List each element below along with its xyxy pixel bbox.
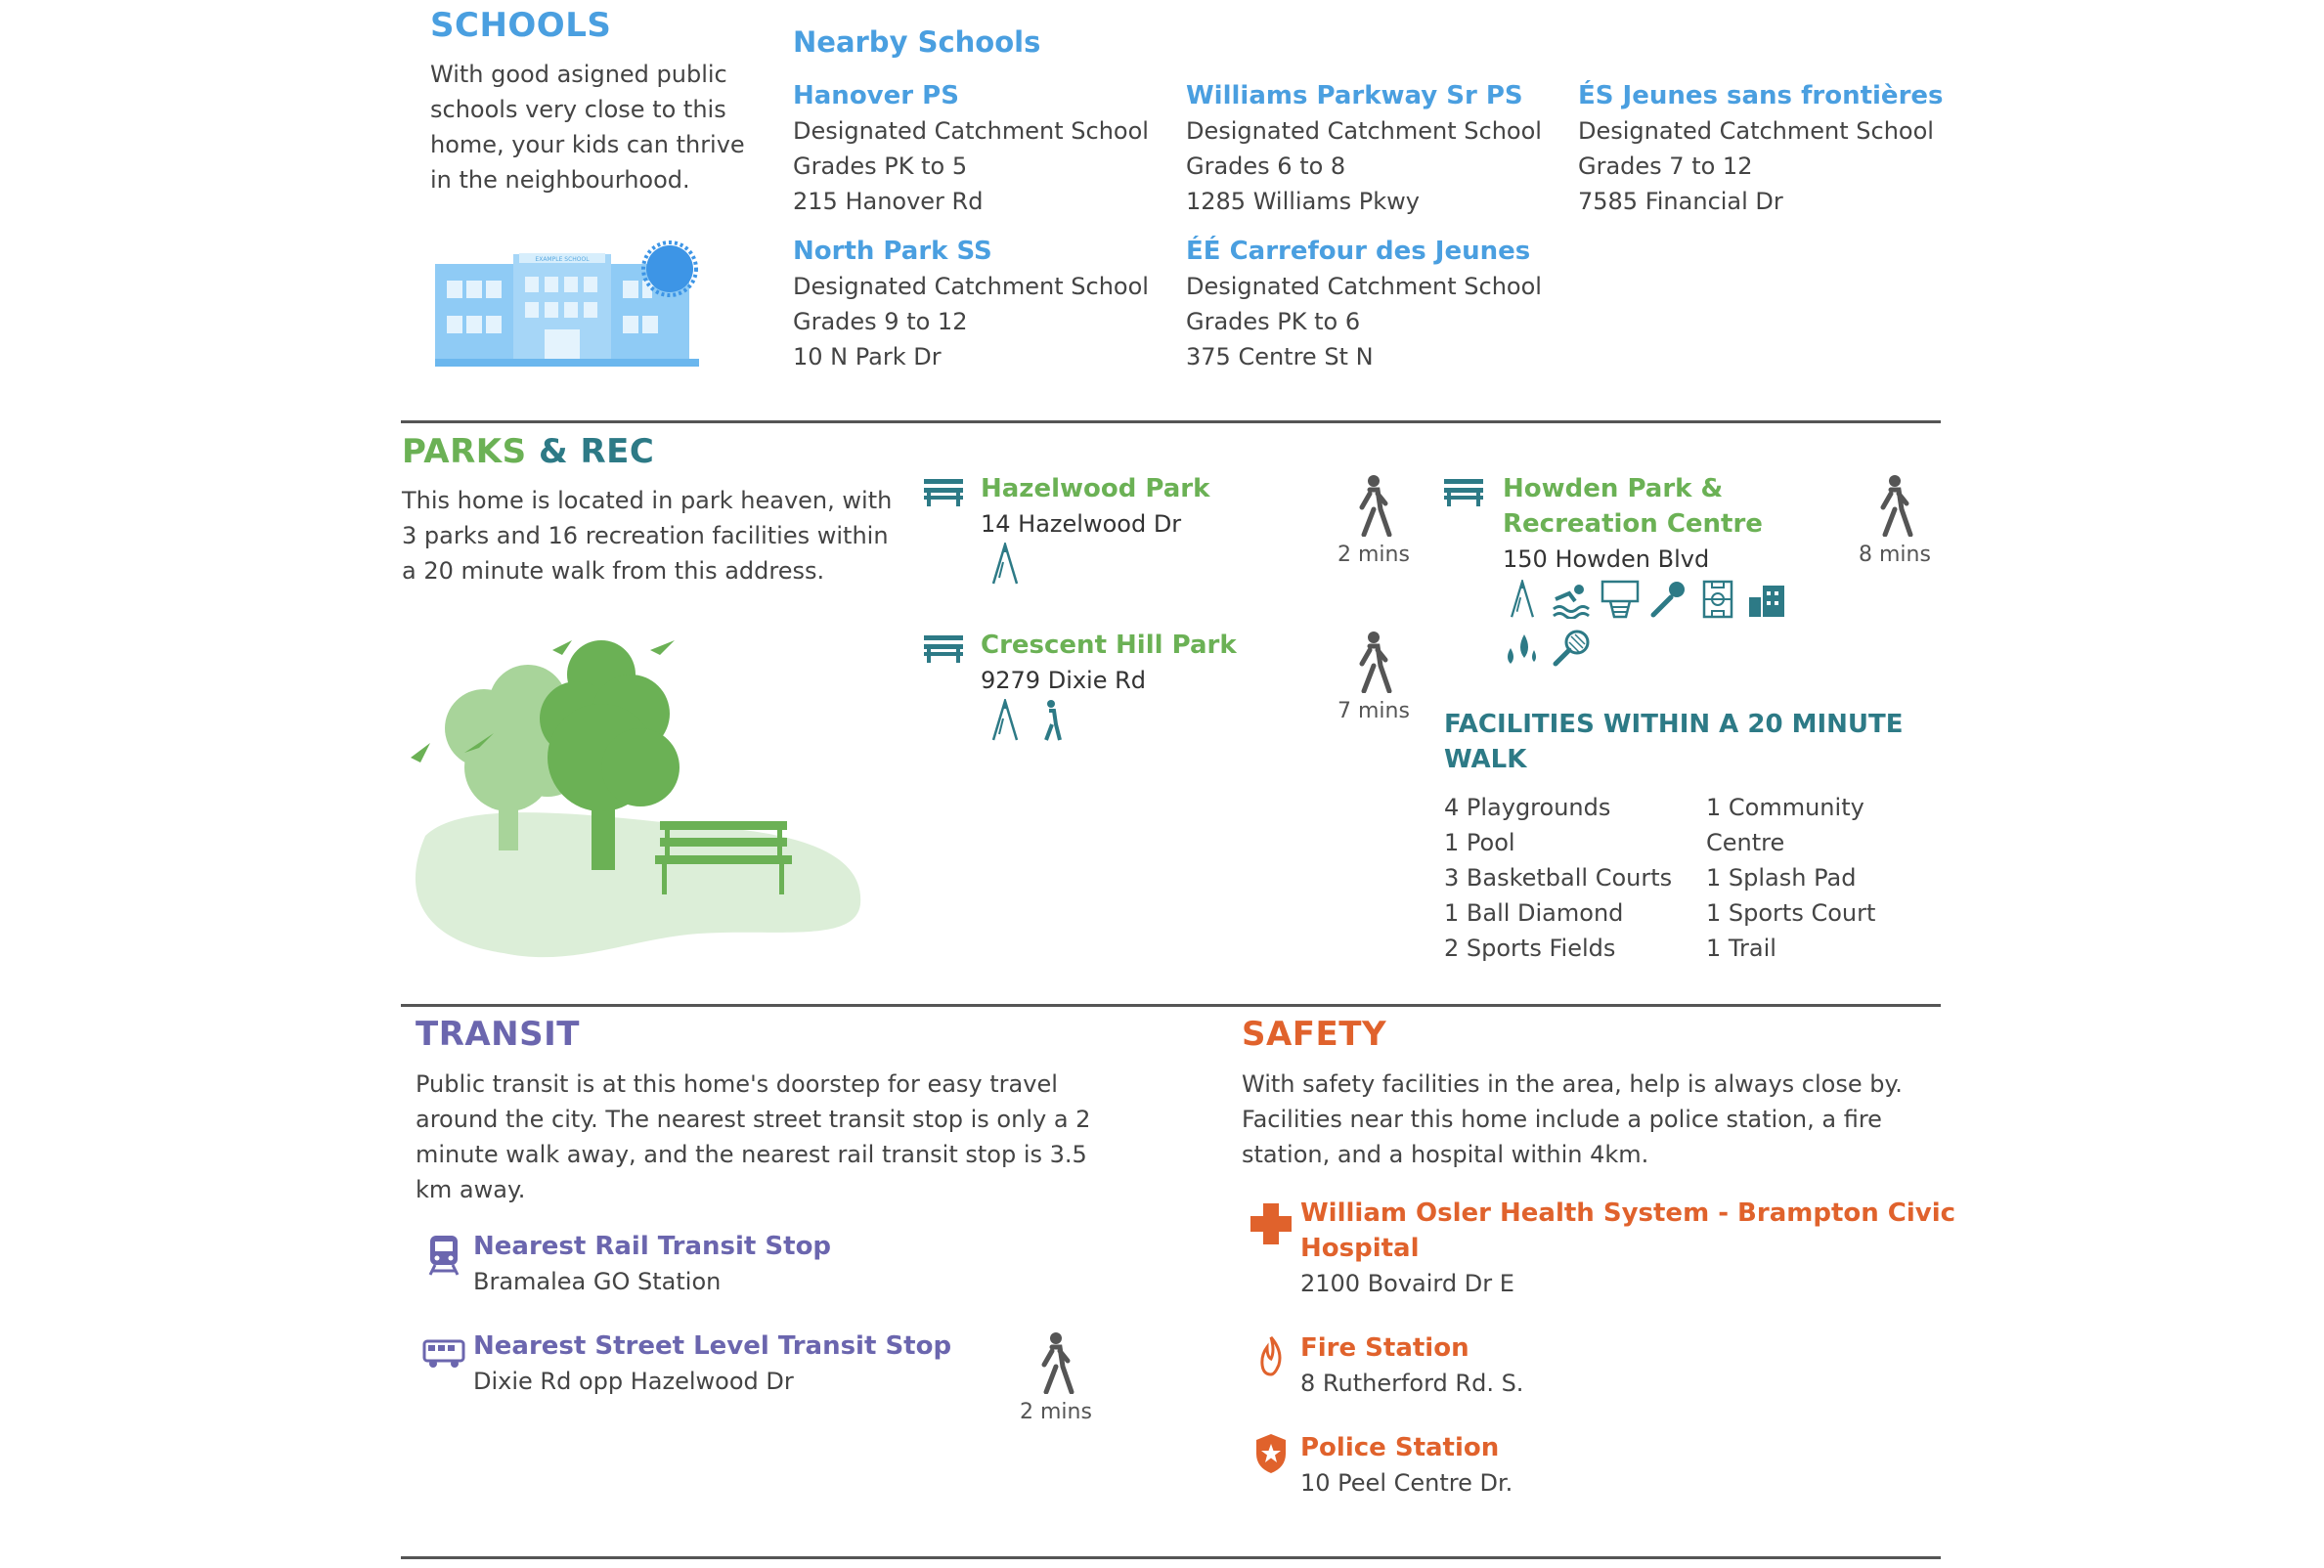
facility-item: 1 Community [1706, 794, 1864, 821]
parks-title-part1: PARKS [402, 432, 527, 471]
rail-stop-name: Bramalea GO Station [473, 1268, 722, 1295]
park-card [1503, 471, 1763, 577]
playground-icon [1503, 580, 1542, 619]
school-address: 10 N Park Dr [793, 343, 942, 370]
schools-title: SCHOOLS [430, 6, 612, 45]
bench-icon [924, 479, 963, 508]
bench-icon [1444, 479, 1483, 508]
park-card [981, 471, 1209, 542]
section-divider [401, 420, 1941, 423]
school-type: Designated Catchment School [1578, 117, 1934, 145]
facility-item: 1 Pool [1444, 829, 1515, 856]
school-name[interactable]: North Park SS [793, 237, 992, 266]
hospital-address: 2100 Bovaird Dr E [1300, 1270, 1514, 1297]
school-card [1186, 234, 1577, 374]
school-address: 375 Centre St N [1186, 343, 1374, 370]
facilities-title-line2: WALK [1444, 745, 1527, 774]
school-grades: Grades PK to 5 [793, 152, 968, 180]
walking-person-icon [1875, 474, 1914, 537]
facility-item: 3 Basketball Courts [1444, 864, 1673, 892]
school-name[interactable]: ÉS Jeunes sans frontières [1578, 81, 1944, 110]
street-stop-name: Dixie Rd opp Hazelwood Dr [473, 1368, 794, 1395]
fire-station-name[interactable]: Fire Station [1300, 1333, 1469, 1363]
splash-pad-icon [1503, 629, 1542, 668]
walking-person-icon [1354, 631, 1393, 693]
community-centre-icon [1747, 580, 1786, 619]
school-grades: Grades 7 to 12 [1578, 152, 1753, 180]
park-address: 9279 Dixie Rd [981, 667, 1147, 694]
facilities-list-col1 [1444, 790, 1698, 966]
fire-station-facility [1300, 1330, 1523, 1401]
school-type: Designated Catchment School [1186, 273, 1542, 300]
school-address: 215 Hanover Rd [793, 188, 984, 215]
school-type: Designated Catchment School [793, 273, 1149, 300]
bus-icon [422, 1339, 465, 1369]
school-card [793, 234, 1184, 374]
school-name[interactable]: ÉÉ Carrefour des Jeunes [1186, 237, 1531, 266]
park-name[interactable]: Crescent Hill Park [981, 631, 1237, 660]
walk-time: 2 mins [1337, 543, 1410, 567]
basketball-icon [1600, 580, 1640, 619]
facilities-list-col2 [1706, 790, 1941, 966]
ball-diamond-icon [1649, 580, 1688, 619]
street-stop-title[interactable]: Nearest Street Level Transit Stop [473, 1331, 952, 1361]
school-building-illustration [435, 240, 704, 371]
hospital-facility [1300, 1196, 1955, 1301]
police-station-address: 10 Peel Centre Dr. [1300, 1469, 1513, 1497]
rail-transit-stop [473, 1229, 831, 1299]
fire-icon [1259, 1335, 1283, 1376]
park-name[interactable]: Hazelwood Park [981, 474, 1210, 503]
walking-person-icon [1036, 1331, 1075, 1394]
howden-facility-icons [1503, 580, 1816, 619]
walk-time-indicator [1320, 631, 1427, 723]
facility-item: 1 Splash Pad [1706, 864, 1857, 892]
safety-title: SAFETY [1242, 1015, 1387, 1054]
tennis-court-icon [1552, 629, 1591, 668]
school-card [1186, 78, 1577, 219]
park-address: 150 Howden Blvd [1503, 545, 1710, 573]
police-station-name[interactable]: Police Station [1300, 1433, 1500, 1462]
school-name[interactable]: Williams Parkway Sr PS [1186, 81, 1523, 110]
police-badge-icon [1254, 1432, 1288, 1475]
park-name-line2[interactable]: Recreation Centre [1503, 509, 1763, 539]
facility-item: 1 Sports Court [1706, 899, 1876, 927]
walk-time-indicator [1002, 1331, 1110, 1424]
pool-icon [1552, 580, 1591, 619]
hospital-name-line1[interactable]: William Osler Health System - Brampton Civic [1300, 1198, 1956, 1228]
school-address: 1285 Williams Pkwy [1186, 188, 1421, 215]
school-grades: Grades PK to 6 [1186, 308, 1361, 335]
school-name[interactable]: Hanover PS [793, 81, 959, 110]
parks-title-part2: & REC [526, 432, 655, 471]
parks-title [402, 432, 654, 471]
police-station-facility [1300, 1430, 1513, 1501]
safety-intro: With safety facilities in the area, help is always close by. Facilities near this home include a police station, a fire station, and a hospital within 4km. [1242, 1070, 1903, 1168]
street-transit-stop [473, 1328, 951, 1399]
facility-item: 4 Playgrounds [1444, 794, 1611, 821]
nearby-schools-title: Nearby Schools [793, 25, 1041, 59]
walking-person-icon [1354, 474, 1393, 537]
school-card [1578, 78, 1969, 219]
walk-time: 8 mins [1859, 543, 1931, 567]
facility-item: Centre [1706, 829, 1785, 856]
rail-stop-title[interactable]: Nearest Rail Transit Stop [473, 1232, 832, 1261]
facility-item: 1 Ball Diamond [1444, 899, 1624, 927]
schools-intro: With good asigned public schools very close to this home, your kids can thrive in the neighbourhood. [430, 61, 745, 194]
school-card [793, 78, 1184, 219]
train-icon [427, 1234, 460, 1277]
walk-time: 2 mins [1020, 1400, 1092, 1424]
transit-title: TRANSIT [416, 1015, 580, 1054]
park-illustration [406, 621, 875, 968]
facilities-title-line1: FACILITIES WITHIN A 20 MINUTE [1444, 710, 1904, 739]
hospital-name-line2[interactable]: Hospital [1300, 1234, 1420, 1263]
school-grades: Grades 6 to 8 [1186, 152, 1346, 180]
sports-field-icon [1698, 580, 1737, 619]
facility-item: 1 Trail [1706, 935, 1776, 962]
school-sign-text: EXAMPLE SCHOOL [535, 256, 590, 263]
section-divider [401, 1004, 1941, 1007]
park-address: 14 Hazelwood Dr [981, 510, 1182, 538]
transit-intro: Public transit is at this home's doorstep for easy travel around the city. The nearest street transit stop is only a 2 minute walk away, and the nearest rail transit stop is 3.5 km away. [416, 1070, 1091, 1203]
playground-icon [986, 543, 1025, 586]
section-divider [401, 1556, 1941, 1559]
school-address: 7585 Financial Dr [1578, 188, 1783, 215]
school-type: Designated Catchment School [793, 117, 1149, 145]
walk-time-indicator [1841, 474, 1949, 567]
fire-station-address: 8 Rutherford Rd. S. [1300, 1370, 1524, 1397]
hospital-cross-icon [1249, 1201, 1294, 1246]
park-name-line1[interactable]: Howden Park & [1503, 474, 1724, 503]
school-grades: Grades 9 to 12 [793, 308, 968, 335]
bench-icon [924, 635, 963, 665]
walk-time-indicator [1320, 474, 1427, 567]
playground-icon [986, 699, 1025, 742]
park-card [981, 628, 1237, 698]
trail-hiker-icon [1036, 699, 1066, 742]
walk-time: 7 mins [1337, 699, 1410, 723]
facility-item: 2 Sports Fields [1444, 935, 1616, 962]
school-type: Designated Catchment School [1186, 117, 1542, 145]
parks-intro: This home is located in park heaven, with 3 parks and 16 recreation facilities within a 20 minute walk from this address. [402, 487, 893, 585]
facilities-title [1444, 707, 1933, 777]
howden-facility-icons-row2 [1503, 629, 1816, 668]
